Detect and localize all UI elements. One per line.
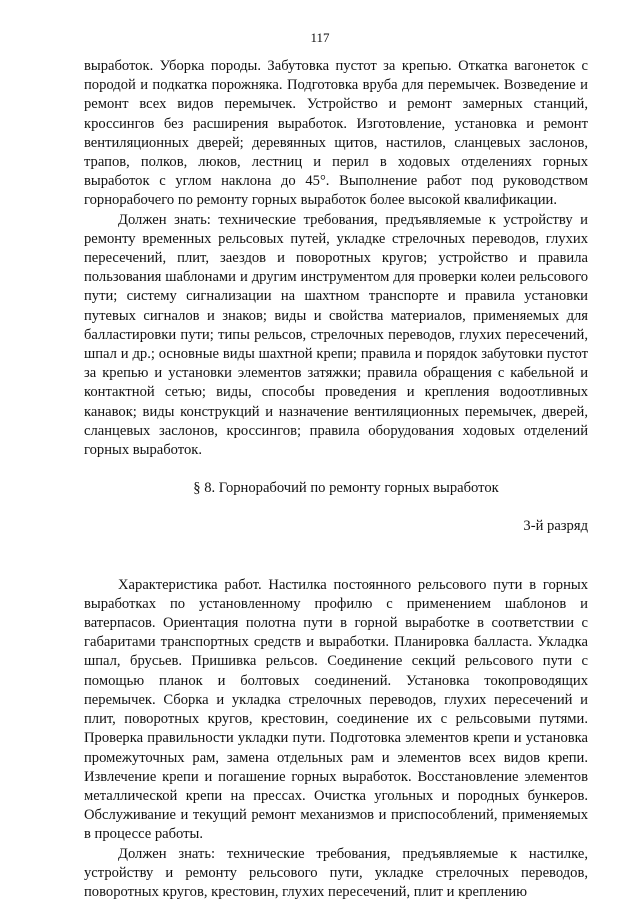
paragraph-work-characteristics: Характеристика работ. Настилка постоянного рельсового пути в горных выработках по установленному профилю с применением шаблонов и ватерпасов. Ориентация полотна пути в горной выработке в соответствии с габаритами транспортных средств и выработки. Планировка балласта. Укладка шпал, брусьев. Пришивка рельсов. Соединение секций рельсового пути с помощью планок и болтовых соединений. Установка токопроводящих перемычек. Сборка и укладка стрелочных переводов, глухих пересечений и плит, поворотных кругов, крестовин, соединение их с рельсовыми путями. Проверка правильности укладки пути. Подготовка элементов крепи и установка промежуточных рам, замена отдельных рам и элементов всех видов крепи. Извлечение крепи и погашение горных выработок. Восстановление элементов металлической крепи на прессах. Очистка угольных и породных бункеров. Обслуживание и текущий ремонт механизмов и приспособлений, применяемых в процессе работы. [84, 576, 588, 843]
paragraph-continuation: выработок. Уборка породы. Забутовка пустот за крепью. Откатка вагонеток с породой и подкатка порожняка. Подготовка вруба для перемычек. Возведение и ремонт всех видов перемычек. Устройство и ремонт замерных станций, кроссингов без расширения выработок. Изготовление, установка и ремонт вентиляционных дверей; деревянных щитов, настилов, сланцевых заслонов, трапов, полков, люков, лестниц и перил в ходовых отделениях горных выработок с углом наклона до 45°. Выполнение работ под руководством горнорабочего по ремонту горных выработок более высокой квалификации. [84, 58, 588, 209]
paragraph-should-know-2: Должен знать: технические требования, предъявляемые к настилке, устройству и ремонту рельсового пути, укладке стрелочных переводов, поворотных кругов, крестовин, глухих пересечений, плит и креплению [84, 845, 588, 900]
section-heading: § 8. Горнорабочий по ремонту горных выработок [193, 480, 499, 497]
grade-label: 3-й разряд [523, 518, 588, 535]
document-body [84, 57, 588, 902]
page-number: 117 [310, 30, 330, 45]
paragraph-should-know: Должен знать: технические требования, предъявляемые к устройству и ремонту временных рельсовых путей, укладке стрелочных переводов, глухих пересечений, плит, заездов и поворотных кругов; устройство и правила пользования шаблонами и другим инструментом для проверки колеи рельсового пути; систему сигнализации на шахтном транспорте и правила установки путевых сигналов и знаков; виды и свойства материалов, применяемых для балластировки пути; типы рельсов, стрелочных переводов, глухих пересечений, шпал и др.; основные виды шахтной крепи; правила и порядок забутовки пустот за крепью и установки элементов затяжки; правила обращения с кабельной и контактной сетью; виды, способы проведения и крепления водоотливных канавок; виды конструкций и назначение вентиляционных перемычек, дверей, сланцевых заслонов, кроссингов; правила оборудования ходовых отделений горных выработок. [84, 211, 588, 459]
